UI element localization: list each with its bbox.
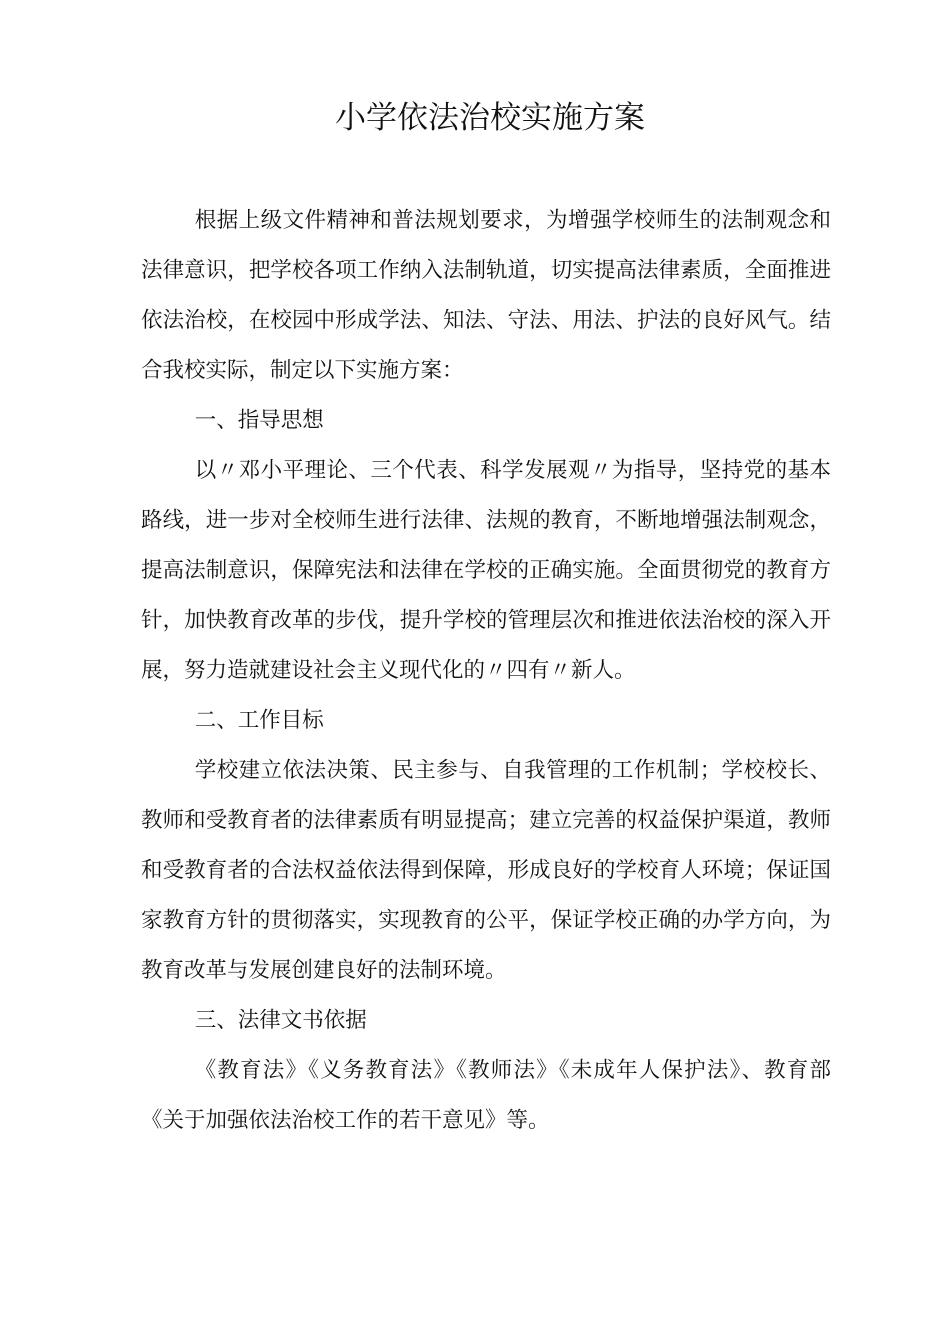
intro-paragraph: 根据上级文件精神和普法规划要求，为增强学校师生的法制观念和法律意识，把学校各项工作纳入法制轨道，切实提高法律素质，全面推进依法治校，在校园中形成学法、知法、守法、用法、护法的良好风气。结合我校实际，制定以下实施方案： xyxy=(141,208,831,383)
section-body-legal-basis: 《教育法》《义务教育法》《教师法》《未成年人保护法》、教育部《关于加强依法治校工作的若干意见》等。 xyxy=(141,1058,831,1133)
section-body-work-goals: 学校建立依法决策、民主参与、自我管理的工作机制；学校校长、教师和受教育者的法律素质有明显提高；建立完善的权益保护渠道，教师和受教育者的合法权益依法得到保障，形成良好的学校育人环境；保证国家教育方针的贯彻落实，实现教育的公平，保证学校正确的办学方向，为教育改革与发展创建良好的法制环境。 xyxy=(141,758,831,983)
document-body xyxy=(141,196,831,1146)
document-title: 小学依法治校实施方案 xyxy=(335,100,645,136)
section-heading-work-goals: 二、工作目标 xyxy=(194,708,324,733)
section-heading-guiding-thought: 一、指导思想 xyxy=(194,408,324,433)
section-body-guiding-thought: 以〃邓小平理论、三个代表、科学发展观〃为指导，坚持党的基本路线，进一步对全校师生进行法律、法规的教育，不断地增强法制观念，提高法制意识，保障宪法和法律在学校的正确实施。全面贯彻党的教育方针，加快教育改革的步伐，提升学校的管理层次和推进依法治校的深入开展，努力造就建设社会主义现代化的〃四有〃新人。 xyxy=(141,458,831,683)
section-heading-legal-basis: 三、法律文书依据 xyxy=(194,1008,367,1033)
